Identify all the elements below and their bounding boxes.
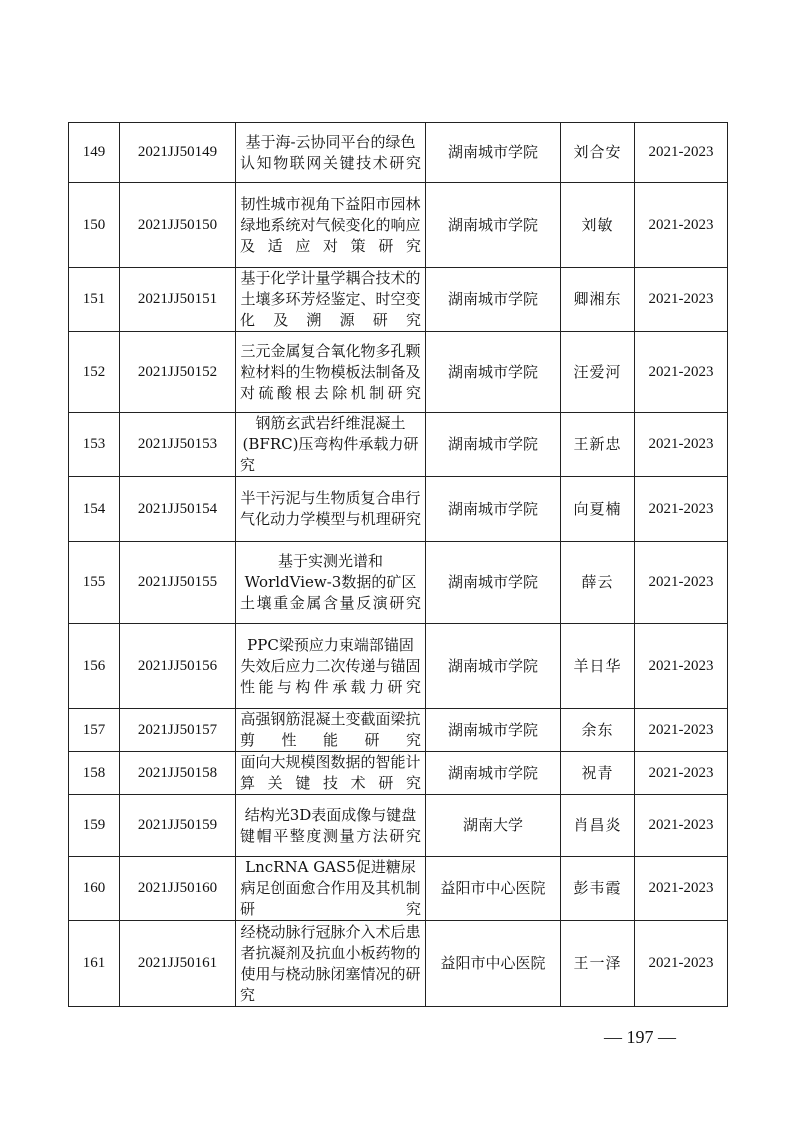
project-period: 2021-2023 bbox=[635, 542, 728, 624]
project-title: 结构光3D表面成像与键盘键帽平整度测量方法研究 bbox=[236, 795, 426, 857]
row-number: 153 bbox=[69, 413, 120, 477]
row-number: 152 bbox=[69, 332, 120, 413]
project-id: 2021JJ50156 bbox=[120, 624, 236, 709]
project-period: 2021-2023 bbox=[635, 268, 728, 332]
institution: 湖南城市学院 bbox=[426, 332, 561, 413]
institution: 湖南城市学院 bbox=[426, 123, 561, 183]
table-row bbox=[69, 332, 728, 413]
principal-investigator: 羊日华 bbox=[561, 624, 635, 709]
table-row bbox=[69, 624, 728, 709]
institution: 益阳市中心医院 bbox=[426, 857, 561, 921]
project-period: 2021-2023 bbox=[635, 857, 728, 921]
institution: 湖南城市学院 bbox=[426, 183, 561, 268]
principal-investigator: 向夏楠 bbox=[561, 477, 635, 542]
principal-investigator: 祝青 bbox=[561, 752, 635, 795]
row-number: 151 bbox=[69, 268, 120, 332]
project-title: 三元金属复合氧化物多孔颗粒材料的生物模板法制备及对硫酸根去除机制研究 bbox=[236, 332, 426, 413]
project-id: 2021JJ50161 bbox=[120, 921, 236, 1007]
project-id: 2021JJ50154 bbox=[120, 477, 236, 542]
project-title: 钢筋玄武岩纤维混凝土(BFRC)压弯构件承载力研究 bbox=[236, 413, 426, 477]
project-period: 2021-2023 bbox=[635, 123, 728, 183]
row-number: 157 bbox=[69, 709, 120, 752]
row-number: 156 bbox=[69, 624, 120, 709]
principal-investigator: 汪爱河 bbox=[561, 332, 635, 413]
project-id: 2021JJ50152 bbox=[120, 332, 236, 413]
institution: 益阳市中心医院 bbox=[426, 921, 561, 1007]
principal-investigator: 王新忠 bbox=[561, 413, 635, 477]
row-number: 159 bbox=[69, 795, 120, 857]
project-id: 2021JJ50160 bbox=[120, 857, 236, 921]
page-number: — 197 — bbox=[604, 1027, 676, 1047]
row-number: 158 bbox=[69, 752, 120, 795]
principal-investigator: 刘敏 bbox=[561, 183, 635, 268]
project-id: 2021JJ50153 bbox=[120, 413, 236, 477]
principal-investigator: 王一泽 bbox=[561, 921, 635, 1007]
project-period: 2021-2023 bbox=[635, 413, 728, 477]
project-title: 基于化学计量学耦合技术的土壤多环芳烃鉴定、时空变化及溯源研究 bbox=[236, 268, 426, 332]
project-title: LncRNA GAS5促进糖尿病足创面愈合作用及其机制研究 bbox=[236, 857, 426, 921]
institution: 湖南大学 bbox=[426, 795, 561, 857]
table-row bbox=[69, 709, 728, 752]
project-period: 2021-2023 bbox=[635, 477, 728, 542]
institution: 湖南城市学院 bbox=[426, 477, 561, 542]
project-id: 2021JJ50158 bbox=[120, 752, 236, 795]
project-title: PPC梁预应力束端部锚固失效后应力二次传递与锚固性能与构件承载力研究 bbox=[236, 624, 426, 709]
principal-investigator: 余东 bbox=[561, 709, 635, 752]
row-number: 161 bbox=[69, 921, 120, 1007]
project-title: 经桡动脉行冠脉介入术后患者抗凝剂及抗血小板药物的使用与桡动脉闭塞情况的研究 bbox=[236, 921, 426, 1007]
project-period: 2021-2023 bbox=[635, 709, 728, 752]
table-row bbox=[69, 795, 728, 857]
project-period: 2021-2023 bbox=[635, 332, 728, 413]
project-period: 2021-2023 bbox=[635, 921, 728, 1007]
table-row bbox=[69, 921, 728, 1007]
table-row bbox=[69, 413, 728, 477]
table-row bbox=[69, 183, 728, 268]
table-row bbox=[69, 542, 728, 624]
row-number: 154 bbox=[69, 477, 120, 542]
principal-investigator: 彭韦霞 bbox=[561, 857, 635, 921]
project-id: 2021JJ50157 bbox=[120, 709, 236, 752]
principal-investigator: 卿湘东 bbox=[561, 268, 635, 332]
project-title: 高强钢筋混凝土变截面梁抗剪性能研究 bbox=[236, 709, 426, 752]
project-id: 2021JJ50149 bbox=[120, 123, 236, 183]
table-row bbox=[69, 752, 728, 795]
project-period: 2021-2023 bbox=[635, 183, 728, 268]
row-number: 160 bbox=[69, 857, 120, 921]
project-id: 2021JJ50155 bbox=[120, 542, 236, 624]
institution: 湖南城市学院 bbox=[426, 542, 561, 624]
institution: 湖南城市学院 bbox=[426, 752, 561, 795]
institution: 湖南城市学院 bbox=[426, 624, 561, 709]
project-id: 2021JJ50150 bbox=[120, 183, 236, 268]
project-period: 2021-2023 bbox=[635, 624, 728, 709]
institution: 湖南城市学院 bbox=[426, 709, 561, 752]
principal-investigator: 薛云 bbox=[561, 542, 635, 624]
row-number: 155 bbox=[69, 542, 120, 624]
project-title: 面向大规模图数据的智能计算关键技术研究 bbox=[236, 752, 426, 795]
principal-investigator: 肖昌炎 bbox=[561, 795, 635, 857]
row-number: 150 bbox=[69, 183, 120, 268]
project-id: 2021JJ50159 bbox=[120, 795, 236, 857]
institution: 湖南城市学院 bbox=[426, 413, 561, 477]
table-row bbox=[69, 268, 728, 332]
project-title: 半干污泥与生物质复合串行气化动力学模型与机理研究 bbox=[236, 477, 426, 542]
project-table bbox=[68, 122, 728, 1007]
project-period: 2021-2023 bbox=[635, 795, 728, 857]
table-row bbox=[69, 857, 728, 921]
row-number: 149 bbox=[69, 123, 120, 183]
project-title: 韧性城市视角下益阳市园林绿地系统对气候变化的响应及适应对策研究 bbox=[236, 183, 426, 268]
project-id: 2021JJ50151 bbox=[120, 268, 236, 332]
project-title: 基于海-云协同平台的绿色认知物联网关键技术研究 bbox=[236, 123, 426, 183]
table-row bbox=[69, 477, 728, 542]
project-title: 基于实测光谱和WorldView-3数据的矿区土壤重金属含量反演研究 bbox=[236, 542, 426, 624]
institution: 湖南城市学院 bbox=[426, 268, 561, 332]
project-period: 2021-2023 bbox=[635, 752, 728, 795]
table-row bbox=[69, 123, 728, 183]
principal-investigator: 刘合安 bbox=[561, 123, 635, 183]
